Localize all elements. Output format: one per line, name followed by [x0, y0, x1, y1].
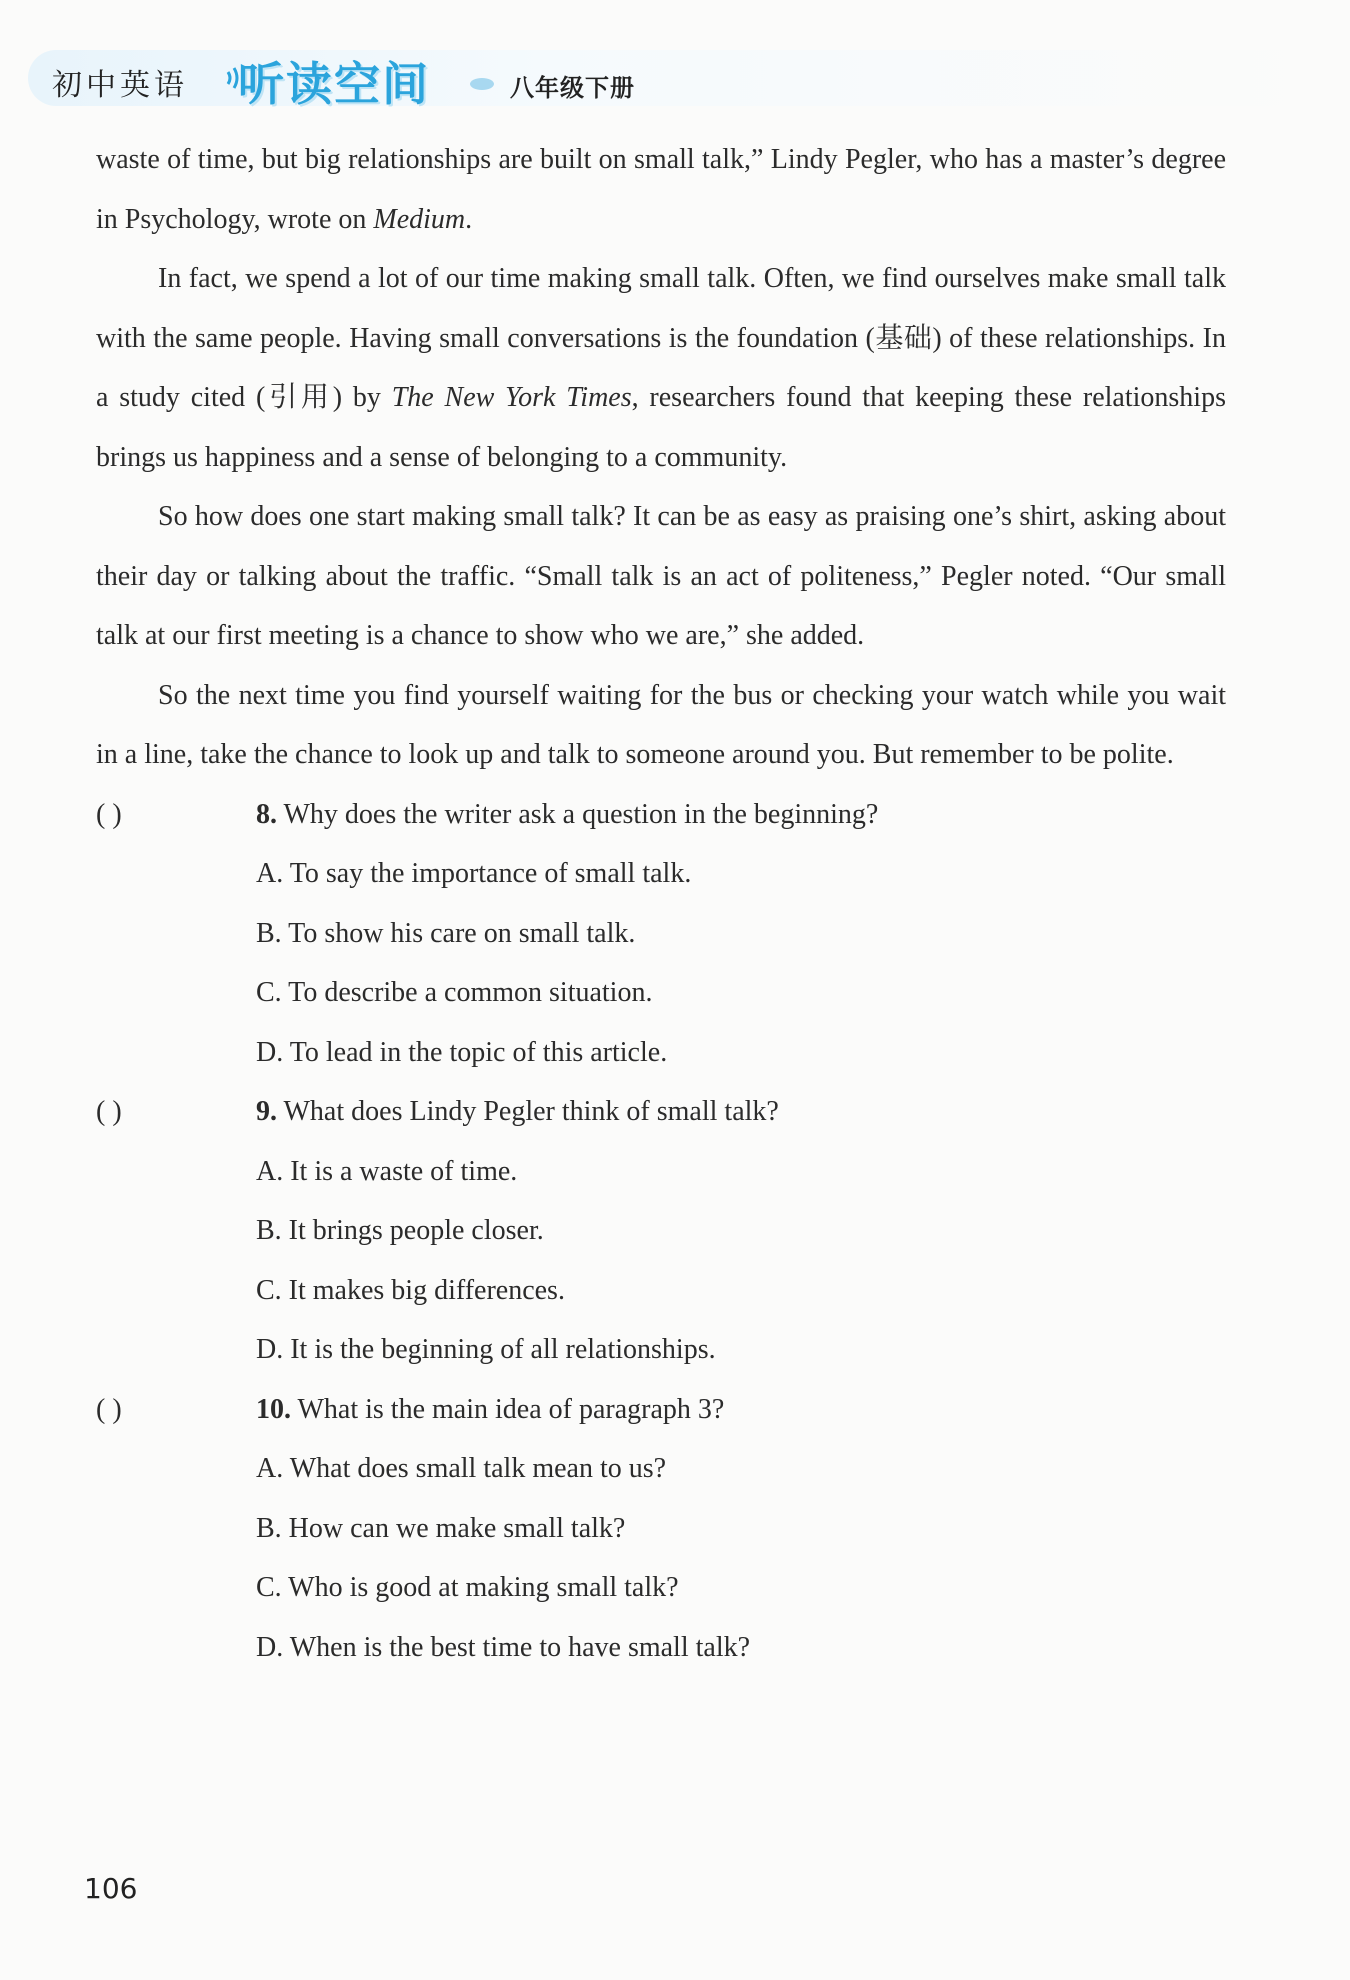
option-c: C. Who is good at making small talk? — [256, 1572, 679, 1603]
question-9 — [96, 1082, 1226, 1142]
paragraph-2-end: , researchers found that keeping these relationships brings us happiness and a sense of belonging to a community. — [96, 382, 1226, 473]
option-d: D. It is the beginning of all relationships. — [256, 1334, 716, 1365]
option-a: A. It is a waste of time. — [256, 1155, 518, 1187]
option-c: C. To describe a common situation. — [256, 977, 653, 1008]
option-c: C. It makes big differences. — [256, 1274, 565, 1306]
question-text: What does Lindy Pegler think of small talk? — [283, 1096, 779, 1127]
source-name: Medium — [373, 203, 466, 235]
paragraph-1 — [96, 130, 1226, 249]
paragraph-1-end: . — [465, 203, 473, 235]
header-band — [28, 50, 1318, 106]
option-d: D. To lead in the topic of this article. — [256, 1036, 668, 1068]
paragraph-4: So the next time you find yourself waiting for the bus or checking your watch while you wait in a line, take the chance to look up and talk to someone around you. But remember to be polite. — [96, 679, 1226, 770]
series-logo: 听读空间 — [238, 57, 430, 111]
cloud-dot-icon — [468, 76, 496, 92]
question-text: What is the main idea of paragraph 3? — [297, 1393, 725, 1425]
option-d: D. When is the best time to have small talk? — [256, 1631, 751, 1663]
answer-blank[interactable]: ( ) — [96, 1096, 122, 1127]
option-b: B. It brings people closer. — [256, 1215, 544, 1246]
reading-content — [96, 130, 1226, 1677]
option-b: B. To show his care on small talk. — [256, 917, 636, 949]
option-a: A. To say the importance of small talk. — [256, 858, 692, 889]
question-text: Why does the writer ask a question in the beginning? — [283, 798, 879, 830]
paragraph-2 — [96, 249, 1226, 487]
option-b: B. How can we make small talk? — [256, 1512, 626, 1544]
paragraph-2-text: In fact, we spend a lot of our time making small talk. Often, we find ourselves make small talk with the same people. Having small conversations is the foundation (基础) of these relationships. In a study cited (引用) by — [96, 263, 1226, 413]
question-number: 9. — [256, 1096, 277, 1127]
question-8-options — [96, 844, 1226, 1082]
paragraph-3: So how does one start making small talk? It can be as easy as praising one’s shirt, asking about their day or talking about the traffic. “Small talk is an act of politeness,” Pegler noted. “Our small talk at our first meeting is a chance to show who we are,” she added. — [96, 501, 1226, 651]
answer-blank[interactable]: ( ) — [96, 1393, 122, 1425]
page-number: 106 — [84, 1872, 138, 1905]
paragraph-1-text: waste of time, but big relationships are built on small talk,” Lindy Pegler, who has a master’s degree in Psychology, wrote on — [96, 144, 1226, 235]
question-9-options — [96, 1142, 1226, 1380]
option-a: A. What does small talk mean to us? — [256, 1453, 667, 1484]
newspaper-name: The New York Times — [391, 382, 632, 413]
question-number: 8. — [256, 798, 277, 830]
answer-blank[interactable]: ( ) — [96, 798, 122, 830]
question-10-options — [96, 1439, 1226, 1677]
grade-label: 八年级下册 — [510, 74, 635, 102]
question-10 — [96, 1380, 1226, 1440]
question-8 — [96, 785, 1226, 845]
question-number: 10. — [256, 1393, 291, 1425]
page-header — [28, 38, 1318, 118]
series-title: 初中英语 — [52, 68, 188, 103]
